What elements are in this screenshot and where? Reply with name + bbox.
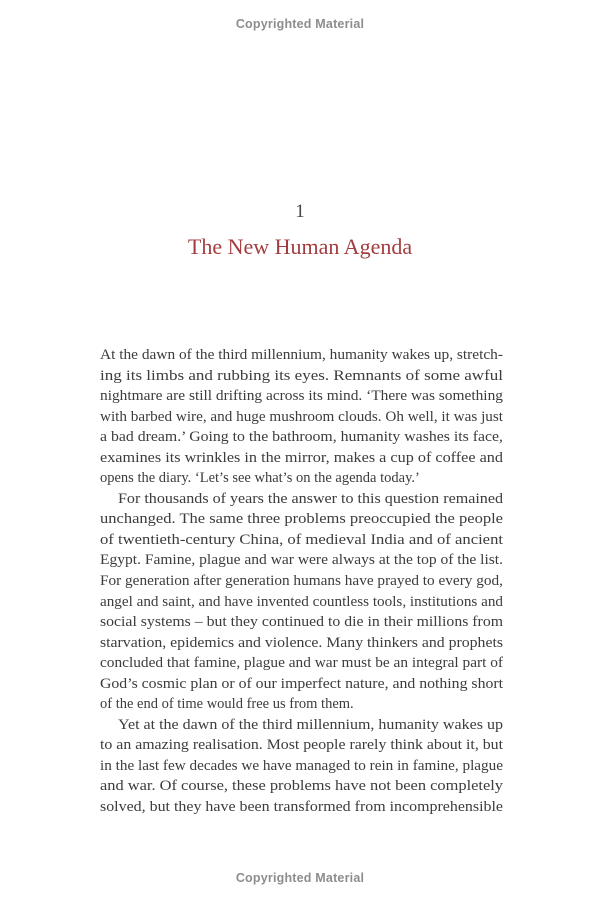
chapter-title: The New Human Agenda: [187, 234, 413, 259]
body-text: [100, 345, 503, 818]
text-line: [100, 653, 503, 674]
text-line-content: in the last few decades we have managed to rein in famine, plague: [100, 757, 503, 774]
text-line-content: At the dawn of the third millennium, humanity wakes up, stretch-: [100, 347, 503, 363]
text-line: [100, 489, 503, 510]
text-line-content: God’s cosmic plan or of our imperfect nature, and nothing short: [100, 675, 503, 692]
text-line-content: For thousands of years the answer to this question remained: [118, 490, 503, 507]
text-line-content: concluded that famine, plague and war must be an integral part of: [100, 655, 503, 672]
text-line-content: of the end of time would free us from them.: [100, 696, 354, 713]
text-line: [100, 468, 503, 489]
text-line-content: with barbed wire, and huge mushroom clouds. Oh well, it was just: [100, 408, 504, 425]
text-line: [100, 550, 503, 571]
chapter-number: 1: [295, 201, 305, 222]
text-line-content: ing its limbs and rubbing its eyes. Remnants of some awful: [100, 367, 503, 384]
text-line: [100, 366, 503, 387]
text-line-content: solved, but they have been transformed from incomprehensible: [100, 799, 503, 816]
text-line-content: a bad dream.’ Going to the bathroom, humanity washes its face,: [100, 429, 503, 446]
text-line-content: of twentieth-century China, of medieval India and of ancient: [100, 531, 503, 548]
text-line-content: social systems – but they continued to die in their millions from: [100, 614, 503, 631]
text-line: [100, 715, 503, 736]
text-line: [100, 509, 503, 530]
text-line-content: to an amazing realisation. Most people rarely think about it, but: [100, 737, 503, 754]
copyright-notice-bottom: Copyrighted Material: [235, 871, 365, 885]
text-line: [100, 776, 503, 797]
text-line-content: examines its wrinkles in the mirror, makes a cup of coffee and: [100, 449, 503, 466]
text-line: [100, 448, 503, 469]
text-line-content: Yet at the dawn of the third millennium, humanity wakes up: [118, 716, 503, 733]
text-line: [100, 735, 503, 756]
text-line-content: unchanged. The same three problems preoccupied the people: [100, 511, 503, 528]
text-line: [100, 612, 503, 633]
copyright-notice-top: Copyrighted Material: [235, 17, 365, 31]
text-line-content: For generation after generation humans have prayed to every god,: [100, 573, 504, 590]
text-line: [100, 530, 503, 551]
text-line: [100, 407, 503, 428]
text-line: [100, 386, 503, 407]
text-line: [100, 756, 503, 777]
text-line: [100, 345, 503, 366]
text-line: [100, 674, 503, 695]
text-line-content: starvation, epidemics and violence. Many thinkers and prophets: [100, 634, 503, 651]
text-line-content: angel and saint, and have invented countless tools, institutions and: [100, 593, 504, 610]
text-line-content: opens the diary. ‘Let’s see what’s on the agenda today.’: [100, 470, 420, 487]
text-line: [100, 592, 503, 613]
text-line: [100, 571, 503, 592]
text-line: [100, 694, 503, 715]
text-line: [100, 427, 503, 448]
text-line-content: Egypt. Famine, plague and war were always at the top of the list.: [100, 552, 503, 569]
text-line-content: nightmare are still drifting across its mind. ‘There was something: [100, 388, 503, 405]
text-line: [100, 797, 503, 818]
text-line-content: and war. Of course, these problems have not been completely: [100, 778, 503, 795]
text-line: [100, 633, 503, 654]
